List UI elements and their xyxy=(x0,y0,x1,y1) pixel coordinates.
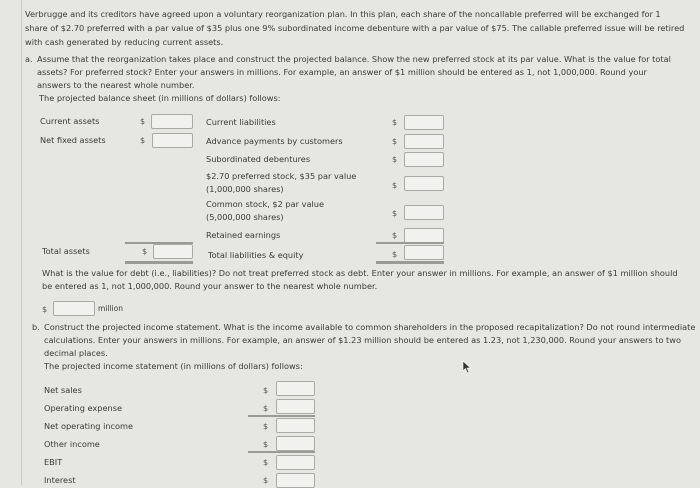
other-income-input[interactable] xyxy=(276,436,315,451)
income-row-label: Net operating income xyxy=(44,421,134,431)
subtotal-rule xyxy=(248,415,315,417)
unit-label: million xyxy=(98,304,123,313)
operating-expense-input[interactable] xyxy=(276,399,315,414)
advance-payments-input[interactable] xyxy=(404,134,444,149)
preferred-stock-input[interactable] xyxy=(404,176,444,191)
net-operating-income-input[interactable] xyxy=(276,418,315,433)
current-assets-input[interactable] xyxy=(151,114,193,129)
liability-label-sub: (5,000,000 shares) xyxy=(206,212,284,222)
currency-symbol: $ xyxy=(263,458,269,467)
currency-symbol: $ xyxy=(392,118,398,127)
intro-line: share of $2.70 preferred with a par value of $35 plus one 9% subordinated income debenture with a par value of $75. The callable preferred issue will be retired xyxy=(25,23,685,33)
question-line: Construct the projected income statement. What is the income available to common shareholders in the proposed recapitalization? Do not round intermediate xyxy=(44,322,696,332)
mouse-cursor-icon xyxy=(462,360,472,374)
currency-symbol: $ xyxy=(263,422,269,431)
debt-input[interactable] xyxy=(53,301,95,316)
liability-label: Subordinated debentures xyxy=(206,154,311,164)
total-liabilities-input[interactable] xyxy=(404,245,444,260)
part-a-marker: a. xyxy=(25,54,33,64)
currency-symbol: $ xyxy=(140,136,146,145)
total-assets-input[interactable] xyxy=(153,244,193,259)
income-row-label: Operating expense xyxy=(44,403,123,413)
table-intro: The projected balance sheet (in millions of dollars) follows: xyxy=(39,93,281,103)
income-row-label: EBIT xyxy=(44,457,63,467)
intro-line: Verbrugge and its creditors have agreed upon a voluntary reorganization plan. In this plan, each share of the noncallable preferred will be exchanged for 1 xyxy=(25,9,661,19)
currency-symbol: $ xyxy=(392,181,398,190)
retained-earnings-input[interactable] xyxy=(404,228,444,243)
liability-label-sub: (1,000,000 shares) xyxy=(206,184,284,194)
liability-label: Retained earnings xyxy=(206,230,281,240)
currency-symbol: $ xyxy=(392,209,398,218)
asset-label: Current assets xyxy=(40,116,100,126)
income-row-label: Net sales xyxy=(44,385,82,395)
currency-symbol: $ xyxy=(142,247,148,256)
question-line: Assume that the reorganization takes place and construct the projected balance. Show the new preferred stock at its par value. What is the value for total xyxy=(37,54,671,64)
currency-symbol: $ xyxy=(392,231,398,240)
currency-symbol: $ xyxy=(263,476,269,485)
liability-label: Advance payments by customers xyxy=(206,136,343,146)
currency-symbol: $ xyxy=(263,404,269,413)
question-line: assets? For preferred stock? Enter your answers in millions. For example, an answer of $1 million should be entered as 1, not 1,000,000. Round your xyxy=(37,67,647,77)
total-rule xyxy=(125,261,193,264)
common-stock-input[interactable] xyxy=(404,205,444,220)
subtotal-rule xyxy=(376,242,444,244)
currency-symbol: $ xyxy=(392,250,398,259)
currency-symbol: $ xyxy=(392,137,398,146)
question-line: answers to the nearest whole number. xyxy=(37,80,195,90)
interest-input[interactable] xyxy=(276,473,315,488)
intro-line: with cash generated by reducing current assets. xyxy=(25,37,224,47)
currency-symbol: $ xyxy=(42,305,48,314)
currency-symbol: $ xyxy=(140,117,146,126)
current-liabilities-input[interactable] xyxy=(404,115,444,130)
subtotal-rule xyxy=(248,451,315,453)
total-liabilities-label: Total liabilities & equity xyxy=(208,250,304,260)
asset-label: Net fixed assets xyxy=(40,135,106,145)
question-line: be entered as 1, not 1,000,000. Round your answer to the nearest whole number. xyxy=(42,281,378,291)
total-rule xyxy=(376,261,444,264)
ebit-input[interactable] xyxy=(276,455,315,470)
net-sales-input[interactable] xyxy=(276,381,315,396)
content-border xyxy=(21,0,22,485)
net-fixed-assets-input[interactable] xyxy=(152,133,193,148)
income-row-label: Other income xyxy=(44,439,100,449)
part-b-marker: b. xyxy=(32,322,40,332)
subordinated-debentures-input[interactable] xyxy=(404,152,444,167)
question-line: calculations. Enter your answers in millions. For example, an answer of $1.23 million should be entered as 1.23, not 1,230,000. Round your answers to two xyxy=(44,335,681,345)
currency-symbol: $ xyxy=(392,155,398,164)
currency-symbol: $ xyxy=(263,440,269,449)
table-intro: The projected income statement (in millions of dollars) follows: xyxy=(44,361,303,371)
question-line: decimal places. xyxy=(44,348,108,358)
liability-label: $2.70 preferred stock, $35 par value xyxy=(206,171,357,181)
liability-label: Current liabilities xyxy=(206,117,276,127)
currency-symbol: $ xyxy=(263,386,269,395)
liability-label: Common stock, $2 par value xyxy=(206,199,324,209)
income-row-label: Interest xyxy=(44,475,76,485)
total-assets-label: Total assets xyxy=(42,246,90,256)
question-line: What is the value for debt (i.e., liabilities)? Do not treat preferred stock as debt. Enter your answer in millions. For example, an answer of $1 million should xyxy=(42,268,678,278)
